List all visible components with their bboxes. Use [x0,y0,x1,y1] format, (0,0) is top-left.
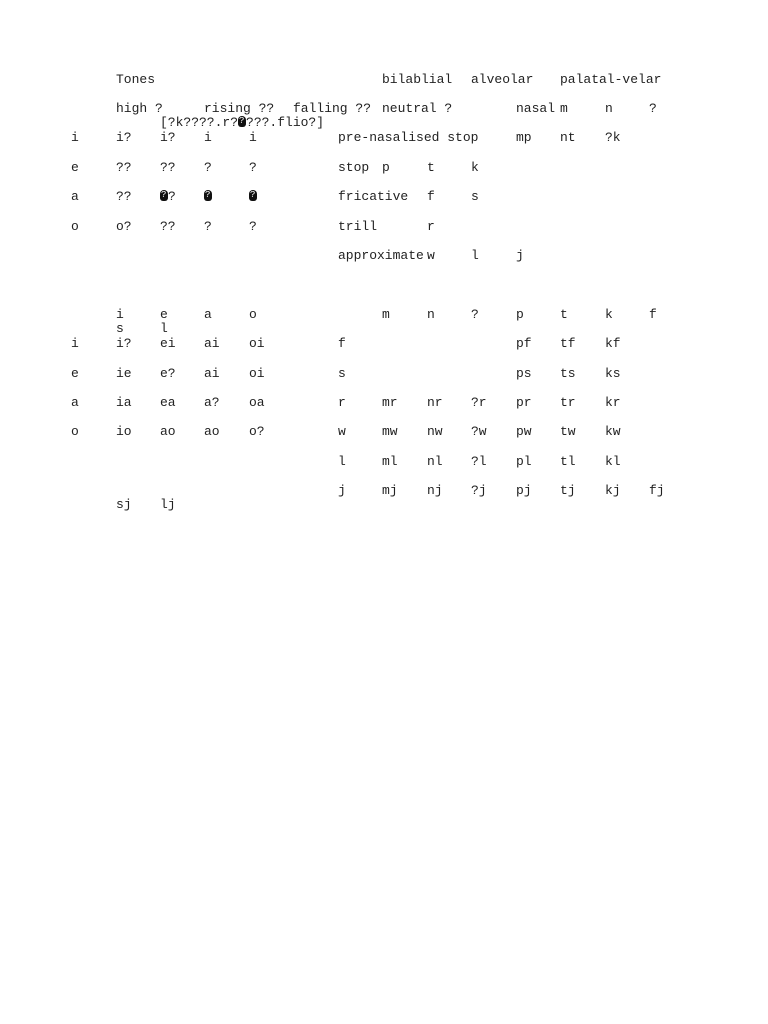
tone-cell: ? [204,219,212,234]
cluster-cell: kf [605,336,621,351]
cluster-cell: pj [516,483,532,498]
cluster-cell: mr [382,395,398,410]
consonant-cell: m [560,101,568,116]
cluster-cell: ml [382,454,398,469]
vowel-row-label: i [71,336,79,351]
consonant-row-label: approximate [338,248,424,263]
cluster-cell: pw [516,424,532,439]
consonant-cell: nt [560,130,576,145]
cluster-cell: sj [116,497,132,512]
tone-cell: ?? [116,160,132,175]
consonant-cell: f [427,189,435,204]
cluster-cell: ?l [471,454,487,469]
tone-cell [204,190,212,204]
tone-cell: ? [249,219,257,234]
consonant-row-label: fricative [338,189,409,204]
vowel-cell: oi [249,366,265,381]
cluster-col-header: m [382,307,390,322]
cluster-cell: ?w [471,424,487,439]
tone-row-label: i [71,130,79,145]
vowel-cell: io [116,424,132,439]
cluster-row-label: f [338,336,346,351]
tone-cell: i? [116,130,132,145]
cluster-cell: tw [560,424,576,439]
consonant-cell: ? [649,101,657,116]
consonant-cell: mp [516,130,532,145]
cluster-cell: pf [516,336,532,351]
replacement-char-icon [249,190,257,201]
vowel-row-label: a [71,395,79,410]
vowel-col-header: a [204,307,212,322]
cluster-cell: nl [427,454,443,469]
vowel-cell: ie [116,366,132,381]
cluster-cell: mw [382,424,398,439]
cluster-cell: lj [160,497,176,512]
vowel-cell: e? [160,366,176,381]
cluster-col-header: n [427,307,435,322]
cluster-row-label: w [338,424,346,439]
tone-cell: ?? [116,189,132,204]
cluster-cell: tr [560,395,576,410]
consonant-header-palatal-velar: palatal-velar [560,72,662,87]
vowel-row-label: o [71,424,79,439]
vowel-cell: oi [249,336,265,351]
cluster-cell: ks [605,366,621,381]
vowel-cell: ia [116,395,132,410]
consonant-cell: l [471,248,479,263]
consonant-cell: w [427,248,435,263]
tone-row-label: a [71,189,79,204]
consonant-cell: s [471,189,479,204]
replacement-char-icon [160,190,168,201]
cluster-col-header: k [605,307,613,322]
cluster-cell: ts [560,366,576,381]
consonant-cell: t [427,160,435,175]
vowel-cell: ao [204,424,220,439]
cluster-col-header: t [560,307,568,322]
consonant-cell: j [516,248,524,263]
tone-cell: i [249,130,257,145]
tone-cell: ?? [160,219,176,234]
replacement-char-icon [204,190,212,201]
consonant-cell: k [471,160,479,175]
tone-example: [?k????.r? ? ???.flio?] [160,116,324,130]
vowel-col-header: i [116,307,124,322]
vowel-cell: i? [116,336,132,351]
cluster-cell: tl [560,454,576,469]
tone-header-falling: falling ?? [293,101,372,116]
cluster-cell: ?r [471,395,487,410]
cluster-cell: kl [605,454,621,469]
cluster-col-header: l [160,321,168,336]
cluster-cell: ps [516,366,532,381]
tone-cell: o? [116,219,132,234]
cluster-col-header: ? [471,307,479,322]
consonant-cell: n [605,101,613,116]
tone-cell: ? [204,160,212,175]
tone-header-rising: rising ?? [204,101,275,116]
vowel-col-header: o [249,307,257,322]
cluster-cell: tf [560,336,576,351]
consonant-row-label: stop [338,160,370,175]
cluster-cell: pr [516,395,532,410]
replacement-char-icon [238,116,246,127]
consonant-cell: r [427,219,435,234]
cluster-cell: nw [427,424,443,439]
cluster-col-header: s [116,321,124,336]
cluster-cell: kj [605,483,621,498]
consonant-row-label: pre-nasalised stop [338,130,479,145]
vowel-row-label: e [71,366,79,381]
consonant-cell: p [382,160,390,175]
cluster-cell: fj [649,483,665,498]
consonant-cell: ?k [605,130,621,145]
tone-row-label: e [71,160,79,175]
vowel-cell: ai [204,336,220,351]
cluster-col-header: p [516,307,524,322]
tone-cell: i? [160,130,176,145]
vowel-col-header: e [160,307,168,322]
tone-cell: ? ? [160,190,176,204]
consonant-header-bilabial: bilablial [382,72,453,87]
vowel-cell: ea [160,395,176,410]
tone-cell [249,190,257,204]
vowel-cell: ai [204,366,220,381]
tone-header-neutral: neutral ? [382,101,453,116]
cluster-cell: ?j [471,483,487,498]
vowel-cell: oa [249,395,265,410]
cluster-cell: mj [382,483,398,498]
cluster-cell: nr [427,395,443,410]
cluster-row-label: r [338,395,346,410]
tone-cell: ?? [160,160,176,175]
tone-header-high: high ? [116,101,163,116]
tones-title: Tones [116,72,156,87]
tone-cell: i [204,130,212,145]
cluster-row-label: s [338,366,346,381]
cluster-row-label: j [338,483,346,498]
cluster-cell: pl [516,454,532,469]
consonant-row-label: nasal [516,101,556,116]
cluster-cell: tj [560,483,576,498]
cluster-cell: kr [605,395,621,410]
consonant-header-alveolar: alveolar [471,72,534,87]
cluster-cell: nj [427,483,443,498]
cluster-row-label: l [338,454,346,469]
tone-cell: ? [249,160,257,175]
tone-row-label: o [71,219,79,234]
vowel-cell: ei [160,336,176,351]
vowel-cell: o? [249,424,265,439]
vowel-cell: a? [204,395,220,410]
consonant-row-label: trill [338,219,378,234]
vowel-cell: ao [160,424,176,439]
cluster-col-header: f [649,307,657,322]
cluster-cell: kw [605,424,621,439]
